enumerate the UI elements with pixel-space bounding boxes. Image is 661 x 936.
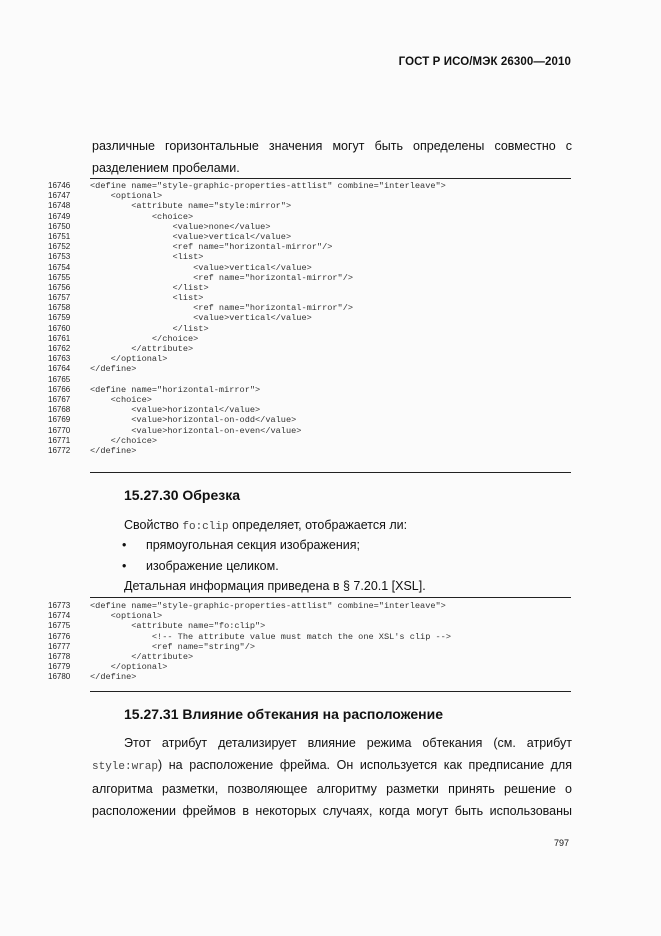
page-header: ГОСТ Р ИСО/МЭК 26300—2010	[398, 56, 571, 68]
code-text: </choice>	[90, 333, 199, 344]
line-number: 16754	[48, 262, 71, 272]
wrap-line-4: расположении фреймов в некоторых случаях, когда могут быть использованы	[92, 804, 572, 818]
code-line	[0, 672, 661, 682]
code-block-1	[0, 181, 661, 456]
line-number: 16750	[48, 221, 71, 231]
code-line	[0, 375, 661, 385]
code-line	[0, 222, 661, 232]
code-text: <value>vertical</value>	[90, 231, 292, 242]
line-number: 16777	[48, 641, 71, 651]
code-text: </define>	[90, 672, 137, 683]
intro-paragraph	[92, 135, 572, 179]
line-number: 16753	[48, 252, 71, 262]
line-number: 16752	[48, 242, 71, 252]
line-number: 16769	[48, 415, 71, 425]
line-number: 16771	[48, 435, 71, 445]
code-line	[0, 662, 661, 672]
clip-property-code: fo:clip	[182, 521, 229, 533]
code-line	[0, 621, 661, 631]
bullet-item-1: прямоугольная секция изображения;	[146, 538, 360, 552]
line-number: 16772	[48, 445, 71, 455]
code-line	[0, 385, 661, 395]
section-heading-15-27-31: 15.27.31 Влияние обтекания на расположение	[124, 706, 444, 722]
code-text: <define name="style-graphic-properties-attlist" combine="interleave">	[90, 601, 446, 611]
code-text: </list>	[90, 323, 209, 334]
code-text: <attribute name="style:mirror">	[90, 201, 292, 212]
code-line	[0, 426, 661, 436]
code-line	[0, 344, 661, 354]
code-line	[0, 415, 661, 425]
code-text: </list>	[90, 282, 209, 293]
clip-description	[124, 517, 407, 535]
line-number: 16775	[48, 621, 71, 631]
wrap-property-code: style:wrap	[92, 761, 159, 773]
line-number: 16760	[48, 323, 71, 333]
code-line	[0, 632, 661, 642]
code-line	[0, 446, 661, 456]
code-text: </define>	[90, 364, 137, 375]
bullet-item-2: изображение целиком.	[146, 559, 279, 573]
code-line	[0, 242, 661, 252]
code-text: </optional>	[90, 662, 168, 673]
code-text: <define name="style-graphic-properties-attlist" combine="interleave">	[90, 181, 446, 191]
code-text: <value>horizontal</value>	[90, 405, 261, 416]
page-number: 797	[553, 838, 569, 848]
clip-description-prefix: Свойство	[124, 518, 183, 532]
code-text: <value>horizontal-on-odd</value>	[90, 415, 297, 426]
code-block-2-bottom-rule	[90, 691, 571, 692]
code-line	[0, 601, 661, 611]
code-text: <ref name="horizontal-mirror"/>	[90, 303, 354, 314]
code-line	[0, 324, 661, 334]
line-number: 16770	[48, 425, 71, 435]
line-number: 16751	[48, 231, 71, 241]
code-line	[0, 293, 661, 303]
section-heading-15-27-30: 15.27.30 Обрезка	[124, 487, 241, 503]
bullet-symbol-1: •	[122, 538, 127, 552]
code-line	[0, 611, 661, 621]
line-number: 16747	[48, 191, 71, 201]
line-number: 16758	[48, 303, 71, 313]
code-line	[0, 354, 661, 364]
code-line	[0, 303, 661, 313]
line-number: 16761	[48, 333, 71, 343]
line-number: 16774	[48, 611, 71, 621]
line-number: 16776	[48, 631, 71, 641]
line-number: 16755	[48, 272, 71, 282]
code-text: <optional>	[90, 191, 163, 202]
wrap-line-2-text: ) на расположение фрейма. Он используется как предписание для	[158, 758, 572, 772]
code-line	[0, 395, 661, 405]
line-number: 16759	[48, 313, 71, 323]
clip-details: Детальная информация приведена в § 7.20.1 [XSL].	[124, 579, 426, 593]
code-text: <value>vertical</value>	[90, 262, 312, 273]
clip-description-suffix: определяет, отображается ли:	[228, 518, 408, 532]
code-block-1-top-rule	[90, 178, 571, 179]
code-line	[0, 364, 661, 374]
code-line	[0, 642, 661, 652]
line-number: 16766	[48, 384, 71, 394]
code-line	[0, 232, 661, 242]
code-text: <choice>	[90, 394, 152, 405]
code-block-2	[0, 601, 661, 683]
bullet-symbol-2: •	[122, 559, 127, 573]
wrap-line-1: Этот атрибут детализирует влияние режима обтекания (см. атрибут	[124, 736, 572, 750]
line-number: 16779	[48, 662, 71, 672]
line-number: 16756	[48, 282, 71, 292]
code-text: <list>	[90, 252, 204, 263]
code-line	[0, 263, 661, 273]
code-text: <choice>	[90, 211, 194, 222]
code-text: <attribute name="fo:clip">	[90, 621, 266, 632]
wrap-influence-paragraph	[92, 732, 572, 822]
line-number: 16757	[48, 293, 71, 303]
code-line	[0, 283, 661, 293]
code-line	[0, 181, 661, 191]
code-line	[0, 652, 661, 662]
code-text: <ref name="horizontal-mirror"/>	[90, 242, 333, 253]
code-text: <define name="horizontal-mirror">	[90, 384, 261, 395]
code-text: </attribute>	[90, 344, 194, 354]
code-text: <!-- The attribute value must match the one XSL's clip -->	[90, 631, 451, 642]
line-number: 16767	[48, 394, 71, 404]
code-line	[0, 405, 661, 415]
code-block-1-bottom-rule	[90, 472, 571, 473]
line-number: 16746	[48, 181, 71, 190]
code-line	[0, 436, 661, 446]
code-text: </choice>	[90, 435, 158, 446]
intro-line-1: различные горизонтальные значения могут быть определены совместно с	[92, 139, 572, 153]
code-text: <optional>	[90, 611, 163, 622]
line-number: 16780	[48, 672, 71, 682]
line-number: 16749	[48, 211, 71, 221]
line-number: 16762	[48, 344, 71, 353]
wrap-line-3: алгоритма разметки, позволяющее алгоритму разметки принять решение о	[92, 782, 572, 796]
line-number: 16748	[48, 201, 71, 211]
line-number: 16765	[48, 374, 71, 384]
code-line	[0, 334, 661, 344]
wrap-line-2	[92, 754, 572, 778]
code-line	[0, 201, 661, 211]
code-line	[0, 212, 661, 222]
line-number: 16773	[48, 601, 71, 610]
line-number: 16768	[48, 405, 71, 415]
code-text: <value>none</value>	[90, 221, 271, 232]
code-text: <ref name="string"/>	[90, 641, 256, 652]
code-text: <list>	[90, 293, 204, 304]
code-text: </attribute>	[90, 651, 194, 662]
code-text: </define>	[90, 445, 137, 456]
code-line	[0, 313, 661, 323]
code-text: <value>horizontal-on-even</value>	[90, 425, 302, 436]
code-line	[0, 273, 661, 283]
code-line	[0, 252, 661, 262]
code-text: <ref name="horizontal-mirror"/>	[90, 272, 354, 283]
code-text: </optional>	[90, 354, 168, 365]
intro-line-2: разделением пробелами.	[92, 161, 240, 175]
line-number: 16763	[48, 354, 71, 364]
code-line	[0, 191, 661, 201]
code-block-2-top-rule	[90, 597, 571, 598]
line-number: 16764	[48, 364, 71, 374]
line-number: 16778	[48, 651, 71, 661]
code-text: <value>vertical</value>	[90, 313, 312, 324]
